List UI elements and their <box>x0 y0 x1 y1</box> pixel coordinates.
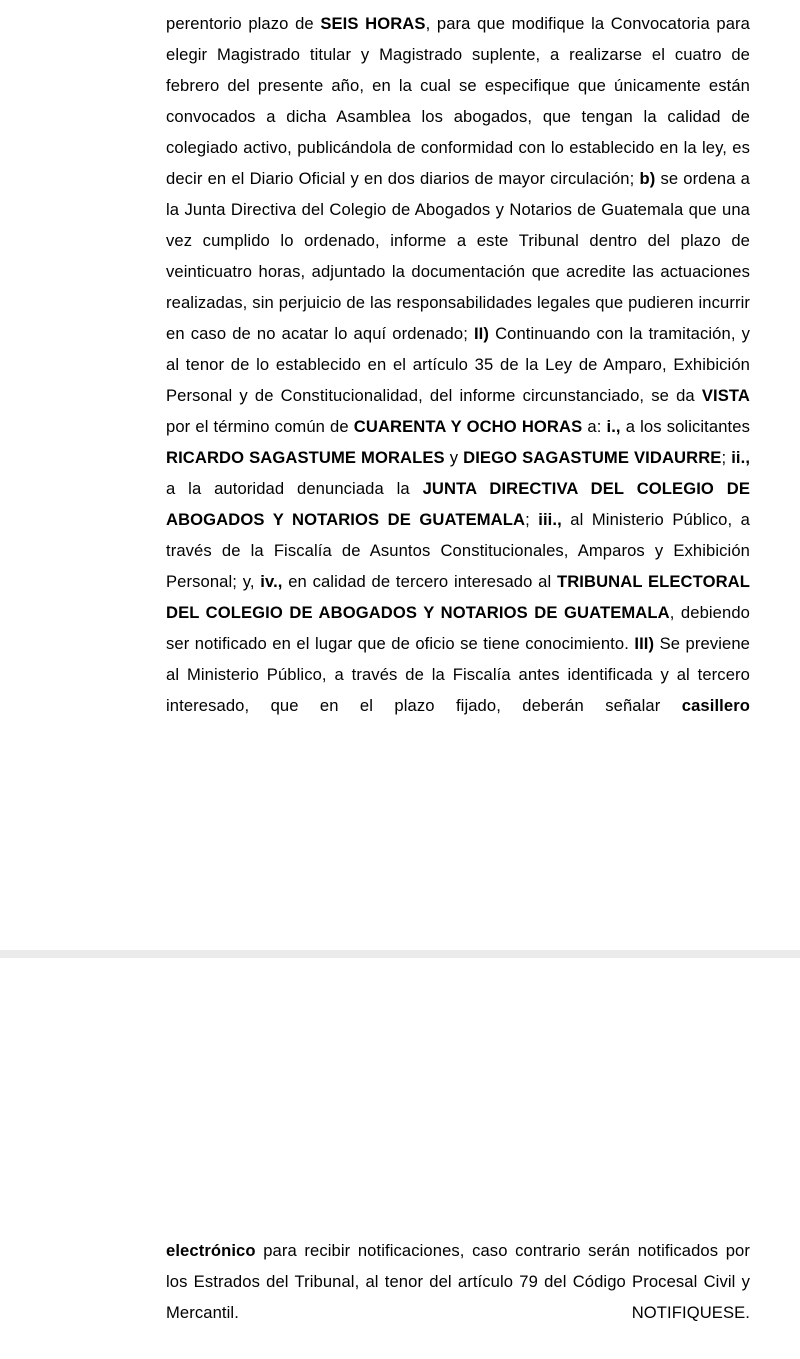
emphasis-run: TRIBUNAL ELECTORAL DEL COLEGIO DE ABOGADOS Y NOTARIOS DE GUATEMALA <box>166 572 750 622</box>
text-run: en calidad de tercero interesado al <box>282 572 557 591</box>
text-run: ; <box>525 510 539 529</box>
paragraph-notification-closing <box>166 1235 750 1359</box>
page-eight-body-text <box>166 1235 750 1359</box>
emphasis-run: b) <box>639 169 656 188</box>
text-run: Continuando con la tramitación, y al tenor de lo establecido en el artículo 35 de la Ley de Amparo, Exhibición Personal y de Constitucionalidad, del informe circunstanciado, se da <box>166 324 750 405</box>
text-run: para recibir notificaciones, caso contrario serán notificados por los Estrados del Tribunal, al tenor del artículo 79 del Código Procesal Civil y Mercantil. NOTIFIQUESE. <box>166 1241 750 1322</box>
emphasis-run: III) <box>634 634 655 653</box>
emphasis-run: electrónico <box>166 1241 256 1260</box>
text-run: ; <box>721 448 732 467</box>
text-run: a los solicitantes <box>620 417 750 436</box>
emphasis-run: RICARDO SAGASTUME MORALES <box>166 448 445 467</box>
emphasis-run: ii., <box>731 448 751 467</box>
emphasis-run: casillero <box>681 696 750 715</box>
text-run: y <box>444 448 464 467</box>
text-run: , para que modifique la Convocatoria para elegir Magistrado titular y Magistrado suplente, a realizarse el cuatro de febrero del presente año, en la cual se especifique que únicamente están convocados a dicha Asamblea los abogados, que tengan la calidad de colegiado activo, publicándola de conformidad con lo establecido en la ley, es decir en el Diario Oficial y en dos diarios de mayor circulación; <box>166 14 750 188</box>
emphasis-run: SEIS HORAS <box>320 14 426 33</box>
text-run: se ordena a la Junta Directiva del Colegio de Abogados y Notarios de Guatemala que una vez cumplido lo ordenado, informe a este Tribunal dentro del plazo de veinticuatro horas, adjuntado la documentación que acredite las actuaciones realizadas, sin perjuicio de las responsabilidades legales que pudieren incurrir en caso de no acatar lo aquí ordenado; <box>166 169 750 343</box>
page-sheet-eight <box>0 958 800 1348</box>
text-run: al Ministerio Público, a través de la Fiscalía de Asuntos Constitucionales, Amparos y Exhibición Personal; y, <box>166 510 750 591</box>
emphasis-run: JUNTA DIRECTIVA DEL COLEGIO DE ABOGADOS Y NOTARIOS DE GUATEMALA <box>166 479 750 529</box>
page-seven-body-text <box>166 8 750 752</box>
text-run: , debiendo ser notificado en el lugar que de oficio se tiene conocimiento. <box>166 603 750 653</box>
page-separator-band <box>0 950 800 958</box>
emphasis-run: VISTA <box>701 386 750 405</box>
emphasis-run: II) <box>473 324 490 343</box>
emphasis-run: DIEGO SAGASTUME VIDAURRE <box>463 448 722 467</box>
emphasis-run: i., <box>606 417 621 436</box>
text-run: perentorio plazo de <box>166 14 321 33</box>
text-run: a: <box>582 417 607 436</box>
paragraph-resolution-continuation <box>166 8 750 752</box>
emphasis-run: iii., <box>538 510 562 529</box>
emphasis-run: iv., <box>260 572 283 591</box>
emphasis-run: CUARENTA Y OCHO HORAS <box>353 417 583 436</box>
text-run: Se previene al Ministerio Público, a través de la Fiscalía antes identificada y al tercero interesado, que en el plazo fijado, deberán señalar <box>166 634 750 715</box>
text-run: por el término común de <box>166 417 354 436</box>
text-run: a la autoridad denunciada la <box>166 479 423 498</box>
